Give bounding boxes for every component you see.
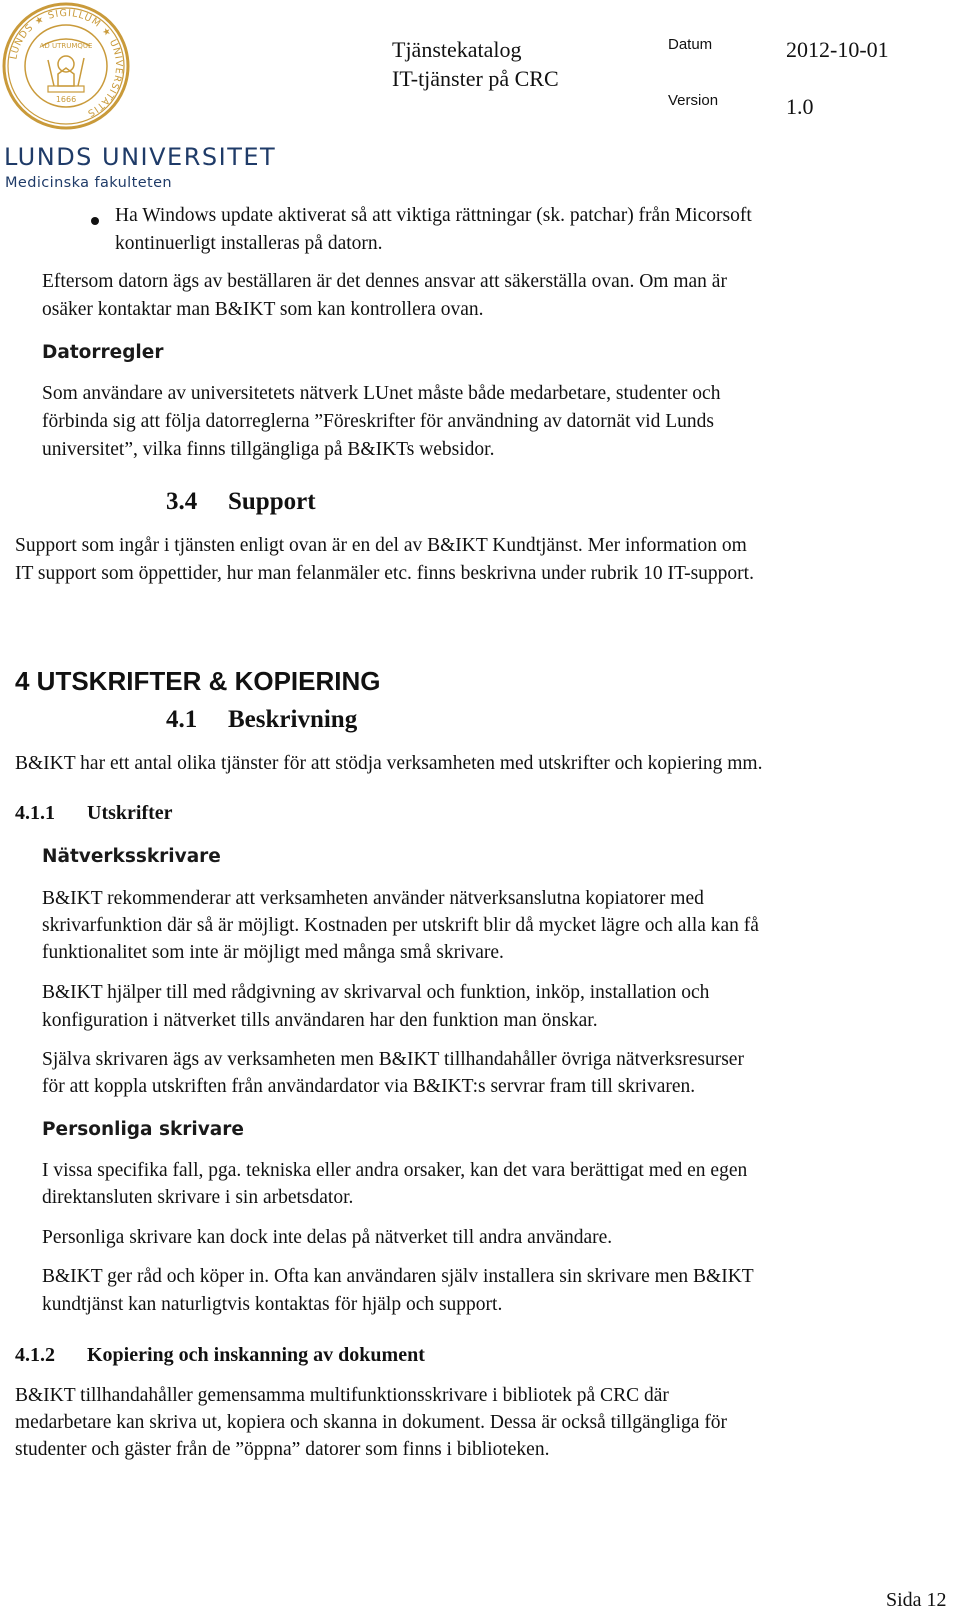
seal-ring-text: LUNDS ★ SIGILLUM ★ UNIVERSITATIS [8,7,125,119]
heading-3-4-support: Support [228,488,316,515]
heading-4-1-number: 4.1 [166,706,198,733]
page-number: Sida 12 [886,1589,947,1611]
paragraph-line: B&IKT tillhandahåller gemensamma multifunktionsskrivare i bibliotek på CRC där [15,1385,669,1406]
chapter-heading-4: 4 UTSKRIFTER & KOPIERING [15,666,381,696]
paragraph-line: B&IKT rekommenderar att verksamheten använder nätverksanslutna kopiatorer med [42,888,704,909]
faculty-name: Medicinska fakulteten [5,175,173,191]
paragraph-line: förbinda sig att följa datorreglerna ”Föreskrifter för användning av datornät vid Lunds [42,411,714,432]
version-value: 1.0 [786,94,814,119]
paragraph-line: för att koppla utskriften från användardator via B&IKT:s servrar fram till skrivaren. [42,1076,696,1097]
document-subtitle: IT-tjänster på CRC [392,66,559,91]
heading-4-1-1-utskrifter: Utskrifter [87,802,173,824]
heading-personliga-skrivare: Personliga skrivare [42,1119,244,1140]
document-title: Tjänstekatalog [392,37,522,62]
paragraph-line: Som användare av universitetets nätverk LUnet måste både medarbetare, studenter och [42,383,721,404]
paragraph-line: I vissa specifika fall, pga. tekniska eller andra orsaker, kan det vara berättigat med en egen [42,1160,748,1181]
paragraph-line: Eftersom datorn ägs av beställaren är det dennes ansvar att säkerställa ovan. Om man är [42,271,727,292]
paragraph-line: B&IKT har ett antal olika tjänster för att stödja verksamheten med utskrifter och kopiering mm. [15,753,763,774]
heading-4-1-2-number: 4.1.2 [15,1344,55,1366]
heading-4-1-2-kopiering: Kopiering och inskanning av dokument [87,1344,425,1366]
paragraph-line: medarbetare kan skriva ut, kopiera och skanna in dokument. Dessa är också tillgängliga för [15,1412,728,1433]
heading-4-1-beskrivning: Beskrivning [228,706,358,733]
seal-year: 1666 [55,95,77,104]
paragraph-line: IT support som öppettider, hur man felanmäler etc. finns beskrivna under rubrik 10 IT-support. [15,563,754,584]
paragraph-line: osäker kontaktar man B&IKT som kan kontrollera ovan. [42,299,484,320]
date-label: Datum [668,36,713,53]
paragraph-line: Support som ingår i tjänsten enligt ovan är en del av B&IKT Kundtjänst. Mer information om [15,535,747,556]
paragraph-line: Själva skrivaren ägs av verksamheten men B&IKT tillhandahåller övriga nätverksresurser [42,1049,744,1070]
paragraph-line: B&IKT ger råd och köper in. Ofta kan användaren själv installera sin skrivare men B&IKT [42,1266,754,1287]
paragraph-line: kundtjänst kan naturligtvis kontaktas för hjälp och support. [42,1294,503,1315]
heading-datorregler: Datorregler [42,342,164,363]
paragraph-line: universitet”, vilka finns tillgängliga på B&IKTs websidor. [42,439,495,460]
paragraph-line: studenter och gäster från de ”öppna” datorer som finns i biblioteken. [15,1439,550,1460]
heading-4-1-1-number: 4.1.1 [15,802,55,824]
university-seal-logo [2,2,130,130]
paragraph-line: skrivarfunktion där så är möjligt. Kostnaden per utskrift blir då mycket lägre och alla kan få [42,915,759,936]
paragraph-line: Personliga skrivare kan dock inte delas på nätverket till andra användare. [42,1227,613,1248]
seal-motto: AD UTRUMQUE [39,42,93,50]
heading-3-4-number: 3.4 [166,488,198,515]
heading-natverksskrivare: Nätverksskrivare [42,846,221,867]
bullet-icon [91,217,99,225]
paragraph-line: funktionalitet som inte är möjligt med många små skrivare. [42,942,504,963]
bullet-line-2: kontinuerligt installeras på datorn. [115,233,383,254]
date-value: 2012-10-01 [786,37,889,62]
bullet-line-1: Ha Windows update aktiverat så att viktiga rättningar (sk. patchar) från Micorsoft [115,205,752,226]
paragraph-line: B&IKT hjälper till med rådgivning av skrivarval och funktion, inköp, installation och [42,982,710,1003]
university-name: LUNDS UNIVERSITET [4,143,277,171]
paragraph-line: direktansluten skrivare i sin arbetsdator. [42,1187,354,1208]
version-label: Version [668,92,719,109]
paragraph-line: konfiguration i nätverket tills användaren har den funktion man önskar. [42,1010,598,1031]
